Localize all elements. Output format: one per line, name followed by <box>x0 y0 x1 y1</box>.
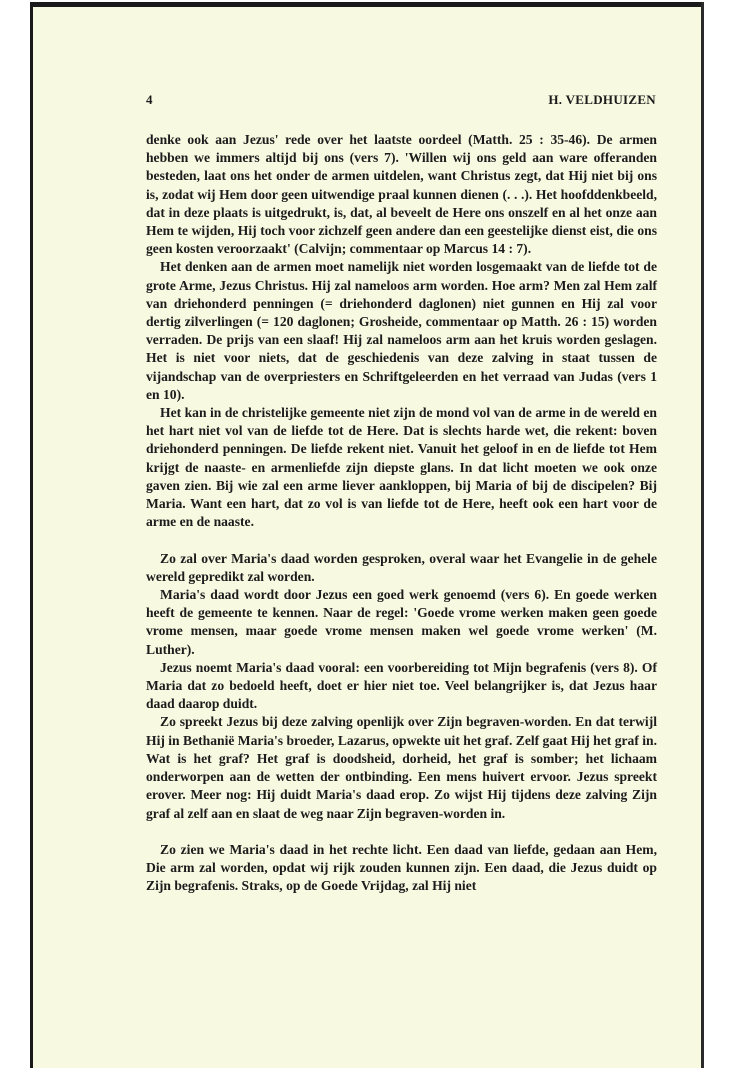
page-number: 4 <box>146 92 153 107</box>
scan-border-right <box>701 2 704 1068</box>
scan-border-top <box>32 2 704 7</box>
paragraph: Zo spreekt Jezus bij deze zalving openlijk over Zijn begraven-worden. En dat terwijl Hij in Bethanië Maria's broeder, Lazarus, opwekte uit het graf. Zelf gaat Hij het graf in. Wat is het graf? Het graf is doodsheid, dorheid, het graf is somber; het lichaam onderworpen aan de wetten der ontbinding. Een mens huivert ervoor. Jezus spreekt erover. Meer nog: Hij duidt Maria's daad erop. Zo wijst Hij tijdens deze zalving Zijn graf al zelf aan en slaat de weg naar Zijn begraven-worden in. <box>146 714 657 821</box>
running-header <box>146 92 656 112</box>
paragraph: Zo zien we Maria's daad in het rechte licht. Een daad van liefde, gedaan aan Hem, Die arm zal worden, opdat wij rijk zouden kunnen zijn. Een daad, die Jezus duidt op Zijn begrafenis. Straks, op de Goede Vrijdag, zal Hij niet <box>146 841 657 894</box>
paragraph: Het denken aan de armen moet namelijk niet worden losgemaakt van de liefde tot de grote Arme, Jezus Christus. Hij zal nameloos arm worden. Hoe arm? Men zal Hem zalf van driehonderd penningen (= driehonderd daglonen) niet gunnen en Hij zal voor dertig zilverlingen (= 120 daglonen; Grosheide, commentaar op Matth. 26 : 15) worden verraden. De prijs van een slaaf! Hij zal nameloos arm aan het kruis worden geslagen. Het is niet voor niets, dat de geschiedenis van deze zalving in staat tussen de vijandschap van de overpriesters en Schriftgeleerden en het verraad van Judas (vers 1 en 10). <box>146 259 657 402</box>
paragraph: Jezus noemt Maria's daad vooral: een voorbereiding tot Mijn begrafenis (vers 8). Of Maria dat zo bedoeld heeft, doet er hier niet toe. Veel belangrijker is, dat Jezus haar daad daarop duidt. <box>146 659 657 712</box>
paragraph: Maria's daad wordt door Jezus een goed werk genoemd (vers 6). En goede werken heeft de gemeente te kennen. Naar de regel: 'Goede vrome werken maken geen goede vrome mensen, maar goede vrome mensen maken wel goede vrome werken' (M. Luther). <box>146 587 657 657</box>
paragraph: Het kan in de christelijke gemeente niet zijn de mond vol van de arme in de wereld en het hart niet vol van de liefde tot de Here. Dat is slechts harde wet, die rekent: boven driehonderd penningen. De liefde rekent niet. Vanuit het geloof in en de liefde tot Hem krijgt de naaste- en armenliefde zijn diepste glans. In dat licht moeten we ook onze gaven zien. Bij wie zal een arme liever aankloppen, bij Maria of bij de discipelen? Bij Maria. Want een hart, dat zo vol is van liefde tot de Here, heeft ook een hart voor de arme en de naaste. <box>146 405 657 530</box>
paragraph: Zo zal over Maria's daad worden gesproken, overal waar het Evangelie in de gehele wereld gepredikt zal worden. <box>146 550 657 584</box>
running-header-author: H. VELDHUIZEN <box>548 92 656 107</box>
paragraph: denke ook aan Jezus' rede over het laatste oordeel (Matth. 25 : 35-46). De armen hebben we immers altijd bij ons (vers 7). 'Willen wij ons geld aan ware offeranden besteden, laat ons het onder de armen uitdelen, want Christus zegt, dat Hij niet bij ons is, zodat wij Hem door geen uitwendige praal kunnen dienen (. . .). Het hoofddenkbeeld, dat in deze plaats is uitgedrukt, is, dat, al beveelt de Here ons onszelf en al het onze aan Hem te wijden, Hij toch voor zichzelf geen andere dan een geestelijke dienst eist, die ons geen kosten veroorzaakt' (Calvijn; commentaar op Marcus 14 : 7). <box>146 132 657 257</box>
body-text <box>146 131 657 896</box>
scan-border-left <box>30 2 33 1068</box>
